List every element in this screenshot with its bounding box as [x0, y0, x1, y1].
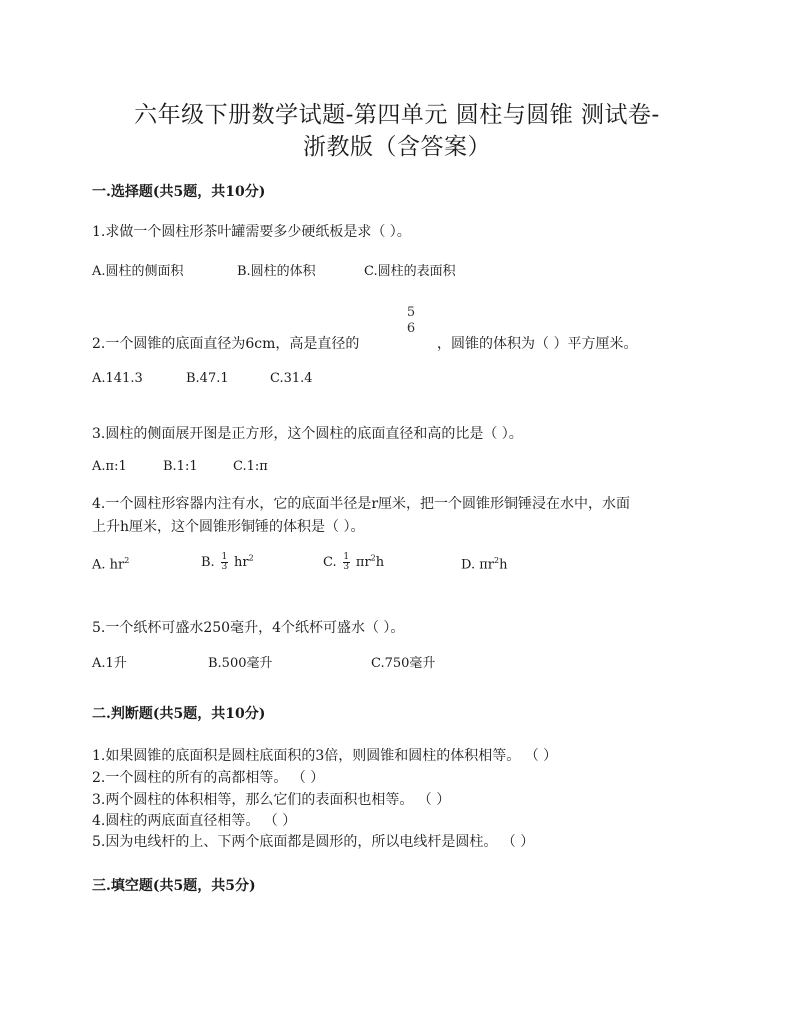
q4-option-d-exponent: 2: [494, 556, 500, 565]
q4-option-d-tail: h: [499, 557, 508, 573]
q2-option-b: B.47.1: [186, 371, 229, 386]
q4-option-a-label: A.: [92, 557, 106, 573]
q4-option-b-denominator: 3: [221, 562, 228, 572]
q4-option-c-denominator: 3: [343, 562, 350, 572]
q4-option-a: [92, 556, 129, 572]
q3-option-b: B.1:1: [163, 459, 198, 474]
q2-fraction: [405, 305, 417, 337]
q4-option-c: [323, 553, 384, 572]
q4-option-b-fraction: [221, 553, 228, 572]
q2-option-a: A.141.3: [92, 371, 143, 386]
q4-option-b: [201, 553, 254, 572]
question-2-before: 2.一个圆锥的底面直径为6cm，高是直径的: [92, 336, 360, 352]
section-heading-judge: 二.判断题(共5题，共10分): [92, 706, 266, 722]
q4-option-c-tail: h: [375, 555, 385, 570]
judge-item-1: 1.如果圆锥的底面积是圆柱底面积的3倍，则圆锥和圆柱的体积相等。 （ ）: [92, 748, 558, 764]
q1-option-c: C.圆柱的表面积: [364, 264, 456, 279]
q5-option-a: A.1升: [92, 656, 127, 671]
question-4-line-2: 上升h厘米，这个圆锥形铜锤的体积是（ ）。: [92, 519, 365, 535]
q4-option-b-exponent: 2: [248, 553, 254, 563]
question-3: 3.圆柱的侧面展开图是正方形，这个圆柱的底面直径和高的比是（ ）。: [92, 426, 523, 442]
q5-option-c: C.750毫升: [371, 656, 436, 671]
q4-option-b-label: B.: [201, 555, 215, 570]
title-line-1: 六年级下册数学试题-第四单元 圆柱与圆锥 测试卷-: [134, 102, 660, 128]
question-2-after: ，圆锥的体积为（ ）平方厘米。: [437, 336, 638, 352]
question-5: 5.一个纸杯可盛水250毫升，4个纸杯可盛水（ ）。: [92, 620, 405, 636]
title-line-2: 浙教版（含答案）: [303, 134, 491, 160]
section-heading-fill: 三.填空题(共5题，共5分): [92, 878, 256, 894]
q1-option-b: B.圆柱的体积: [237, 264, 316, 279]
q4-option-d-text: πr: [479, 557, 494, 573]
q1-option-a: A.圆柱的侧面积: [92, 264, 184, 279]
question-4-line-1: 4.一个圆柱形容器内注有水，它的底面半径是r厘米，把一个圆锥形铜锤浸在水中，水面: [92, 496, 631, 512]
q3-option-c: C.1:π: [233, 459, 268, 474]
judge-item-3: 3.两个圆柱的体积相等，那么它们的表面积也相等。 （ ）: [92, 792, 451, 808]
q2-fraction-denominator: 6: [406, 321, 416, 336]
q4-option-c-text: πr: [355, 555, 371, 570]
judge-item-5: 5.因为电线杆的上、下两个底面都是圆形的，所以电线杆是圆柱。 （ ）: [92, 834, 535, 850]
q4-option-c-label: C.: [323, 555, 337, 570]
q4-option-c-exponent: 2: [370, 553, 376, 563]
q4-option-c-numerator: 1: [343, 552, 350, 562]
judge-item-2: 2.一个圆柱的所有的高都相等。 （ ）: [92, 770, 325, 786]
q4-option-d: [461, 556, 507, 572]
judge-item-4: 4.圆柱的两底面直径相等。 （ ）: [92, 813, 297, 829]
q4-option-b-numerator: 1: [221, 552, 228, 562]
q5-option-b: B.500毫升: [208, 656, 273, 671]
section-heading-choice: 一.选择题(共5题，共10分): [92, 184, 266, 200]
question-1: 1.求做一个圆柱形茶叶罐需要多少硬纸板是求（ ）。: [92, 224, 411, 240]
q4-option-a-text: hr: [109, 557, 125, 573]
q2-option-c: C.31.4: [270, 371, 313, 386]
q4-option-d-label: D.: [461, 557, 476, 573]
q2-fraction-numerator: 5: [406, 305, 416, 320]
q3-option-a: A.π:1: [92, 459, 127, 474]
q4-option-a-exponent: 2: [124, 556, 130, 565]
q4-option-b-text: hr: [233, 555, 249, 570]
q4-option-c-fraction: [343, 553, 350, 572]
